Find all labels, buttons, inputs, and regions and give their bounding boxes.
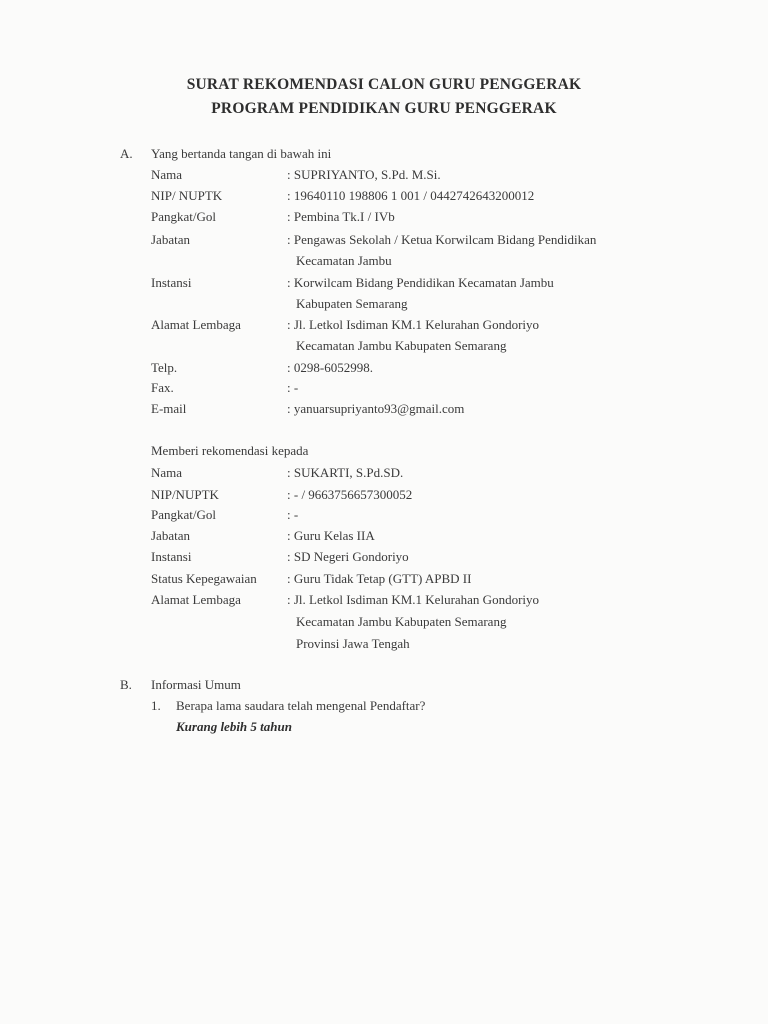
section-a-heading: Yang bertanda tangan di bawah ini (151, 146, 332, 161)
field-label: Jabatan (151, 528, 190, 543)
question-answer: Kurang lebih 5 tahun (176, 719, 292, 734)
field-label: Alamat Lembaga (151, 592, 241, 607)
field-label: Alamat Lembaga (151, 317, 241, 332)
field-value: : 0298-6052998. (287, 360, 373, 375)
field-label: E-mail (151, 401, 187, 416)
field-label: Nama (151, 167, 183, 182)
field-value: : 19640110 198806 1 001 / 0442742643200012 (287, 188, 535, 203)
field-value-continuation: Kecamatan Jambu Kabupaten Semarang (296, 614, 507, 629)
field-value: : Guru Tidak Tetap (GTT) APBD II (287, 571, 472, 586)
section-a-letter: A. (120, 146, 133, 161)
field-label: NIP/ NUPTK (151, 188, 223, 203)
field-value: : Jl. Letkol Isdiman KM.1 Kelurahan Gondoriyo (287, 317, 540, 332)
field-value-continuation: Kecamatan Jambu (296, 253, 392, 268)
field-value-continuation: Kecamatan Jambu Kabupaten Semarang (296, 338, 507, 353)
document-title: SURAT REKOMENDASI CALON GURU PENGGERAK (186, 76, 582, 93)
field-label: Pangkat/Gol (151, 209, 216, 224)
field-label: NIP/NUPTK (151, 487, 219, 502)
section-b-letter: B. (120, 677, 132, 692)
field-value: : - (287, 380, 299, 395)
field-value-continuation: Kabupaten Semarang (296, 296, 408, 311)
field-label: Instansi (151, 275, 192, 290)
field-label: Status Kepegawaian (151, 571, 257, 586)
field-value: : SUPRIYANTO, S.Pd. M.Si. (287, 167, 441, 182)
field-value: : SD Negeri Gondoriyo (287, 549, 409, 564)
field-label: Pangkat/Gol (151, 507, 216, 522)
field-label: Instansi (151, 549, 192, 564)
field-value: : - / 9663756657300052 (287, 487, 413, 502)
question-text: Berapa lama saudara telah mengenal Pendaftar? (176, 698, 426, 713)
field-value: : - (287, 507, 299, 522)
field-value: : Pembina Tk.I / IVb (287, 209, 395, 224)
field-value: : yanuarsupriyanto93@gmail.com (287, 401, 465, 416)
section-b-heading: Informasi Umum (151, 677, 241, 692)
field-value: : Korwilcam Bidang Pendidikan Kecamatan Jambu (287, 275, 554, 290)
field-value: : Pengawas Sekolah / Ketua Korwilcam Bidang Pendidikan (287, 232, 597, 247)
field-label: Fax. (151, 380, 174, 395)
field-label: Jabatan (151, 232, 190, 247)
field-value: : Guru Kelas IIA (287, 528, 375, 543)
recommend-heading: Memberi rekomendasi kepada (151, 443, 309, 458)
field-label: Telp. (151, 360, 178, 375)
question-number: 1. (151, 698, 161, 713)
field-value-continuation: Provinsi Jawa Tengah (296, 636, 410, 651)
field-label: Nama (151, 465, 183, 480)
field-value: : SUKARTI, S.Pd.SD. (287, 465, 404, 480)
field-value: : Jl. Letkol Isdiman KM.1 Kelurahan Gondoriyo (287, 592, 540, 607)
document-subtitle: PROGRAM PENDIDIKAN GURU PENGGERAK (211, 100, 557, 117)
